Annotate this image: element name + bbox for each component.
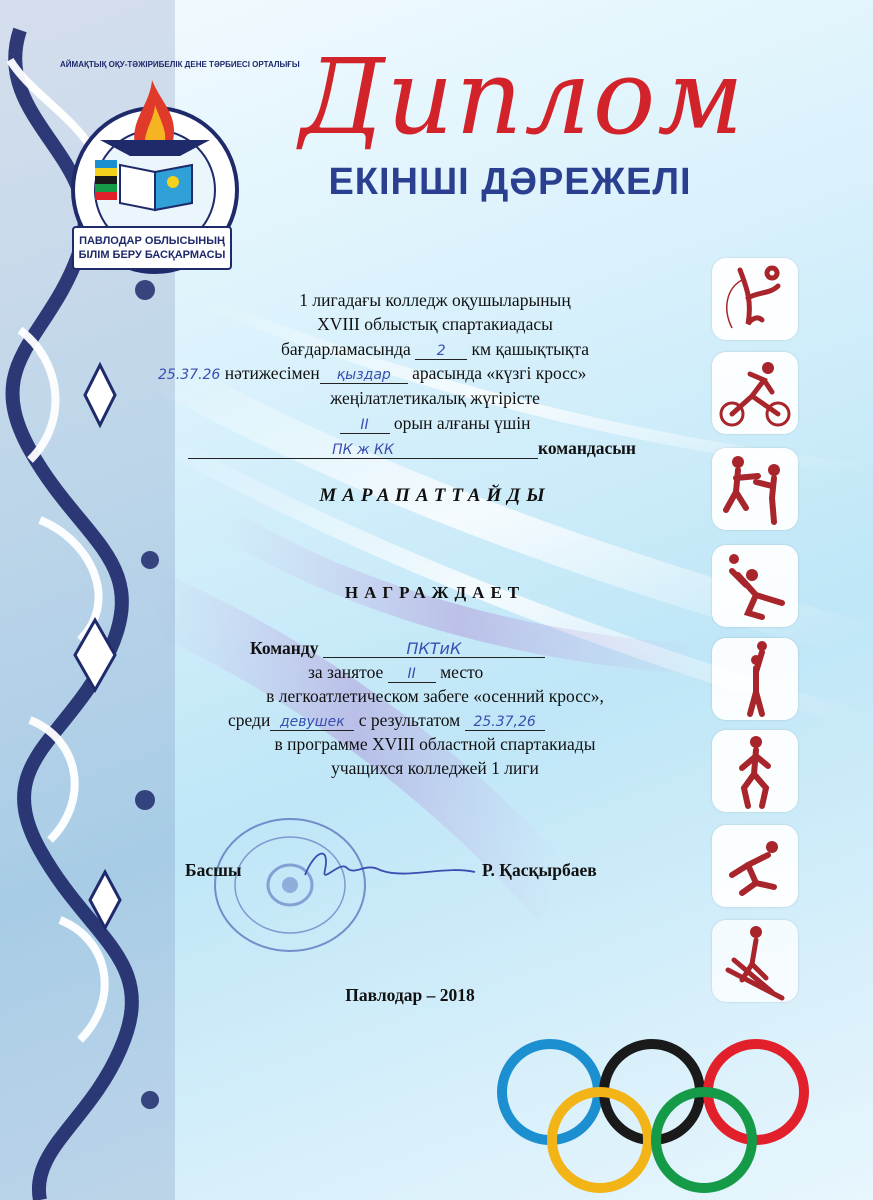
ru-line1 <box>250 638 590 659</box>
kz-line3-b: км қашықтықта <box>471 339 590 359</box>
result-ru-field <box>465 712 545 731</box>
kz-line4-a: нәтижесімен <box>224 363 320 383</box>
ru-line2-b: место <box>440 662 484 682</box>
place-ru-value: II <box>407 666 416 682</box>
sport-card-runner <box>712 730 798 812</box>
cyclist-icon <box>712 352 798 434</box>
diploma-title: Диплом <box>300 36 746 158</box>
ru-line4 <box>228 710 668 731</box>
ru-line2 <box>308 662 568 683</box>
ru-line1-text: Команду <box>250 638 319 658</box>
sport-card-volleyball <box>712 545 798 627</box>
ru-line4-b: с результатом <box>358 710 461 730</box>
kz-line4 <box>158 363 678 386</box>
kz-line1: 1 лигадағы колледж оқушыларының <box>299 290 571 310</box>
kz-line3-a: бағдарламасында <box>280 339 411 359</box>
result-ru-value: 25.37,26 <box>473 714 536 730</box>
runner-icon <box>712 730 798 812</box>
logo-banner-line2: БІЛІМ БЕРУ БАСҚАРМАСЫ <box>78 249 226 261</box>
category-kz-value: қыздар <box>336 367 391 383</box>
ru-line6: учащихся колледжей 1 лиги <box>331 758 539 778</box>
result-left-value: 25.37.26 <box>158 367 221 383</box>
ru-award: НАГРАЖДАЕТ <box>344 583 526 602</box>
sport-card-basketball <box>712 638 798 720</box>
team-kz-value: ПК ж КК <box>332 442 394 458</box>
signature-label: Басшы <box>185 860 242 880</box>
category-kz-field <box>320 365 408 384</box>
degree-subtitle: ЕКІНШІ ДӘРЕЖЕЛІ <box>328 161 692 203</box>
footer-city-year: Павлодар – 2018 <box>345 985 475 1005</box>
team-kz-field <box>188 440 538 459</box>
team-ru-value: ПКТиК <box>406 639 462 658</box>
sport-card-skier <box>712 920 798 1002</box>
kz-line3 <box>185 339 685 360</box>
place-ru-field <box>388 664 436 683</box>
skater-icon <box>712 825 798 907</box>
kz-line7-text: командасын <box>538 438 637 458</box>
organization-logo <box>60 60 300 290</box>
kz-line4-b: арасында «күзгі кросс» <box>412 363 587 383</box>
basketball-icon <box>712 638 798 720</box>
sport-card-martial-arts <box>712 448 798 530</box>
team-ru-field <box>323 640 545 658</box>
handwritten-signature <box>285 840 485 890</box>
logo-ring-text: АЙМАҚТЫҚ ОҚУ-ТӘЖІРИБЕЛІК ДЕНЕ ТӘРБИЕСІ ОРТАЛЫҒЫ <box>60 60 300 69</box>
kz-line6-text: орын алғаны үшін <box>393 413 531 433</box>
volleyball-icon <box>712 545 798 627</box>
sport-card-gymnast <box>712 258 798 340</box>
kz-award: МАРАПАТТАЙДЫ <box>319 485 551 506</box>
kz-line7 <box>188 438 668 459</box>
kz-line6 <box>185 413 685 434</box>
skier-icon <box>712 920 798 1002</box>
kz-line5: жеңілатлетикалық жүгірісте <box>330 388 540 408</box>
ru-line3: в легкоатлетическом забеге «осенний кросс», <box>266 686 604 706</box>
olympic-rings <box>490 1040 820 1190</box>
place-kz-field <box>340 415 390 434</box>
ru-line2-a: за занятое <box>308 662 384 682</box>
signatory-name: Р. Қасқырбаев <box>482 860 597 880</box>
sport-card-cyclist <box>712 352 798 434</box>
distance-field <box>415 341 467 360</box>
kz-line2: XVIII облыстық спартакиадасы <box>317 314 553 334</box>
category-ru-value: девушек <box>279 714 345 730</box>
place-kz-value: II <box>360 417 369 433</box>
martial-arts-icon <box>712 448 798 530</box>
sport-card-skater <box>712 825 798 907</box>
distance-value: 2 <box>436 343 446 359</box>
ru-line5: в программе XVIII областной спартакиады <box>274 734 596 754</box>
ru-line4-a: среди <box>228 710 271 730</box>
category-ru-field <box>270 712 354 731</box>
logo-banner <box>72 226 232 270</box>
logo-banner-line1: ПАВЛОДАР ОБЛЫСЫНЫҢ <box>79 235 225 247</box>
gymnast-icon <box>712 258 798 340</box>
